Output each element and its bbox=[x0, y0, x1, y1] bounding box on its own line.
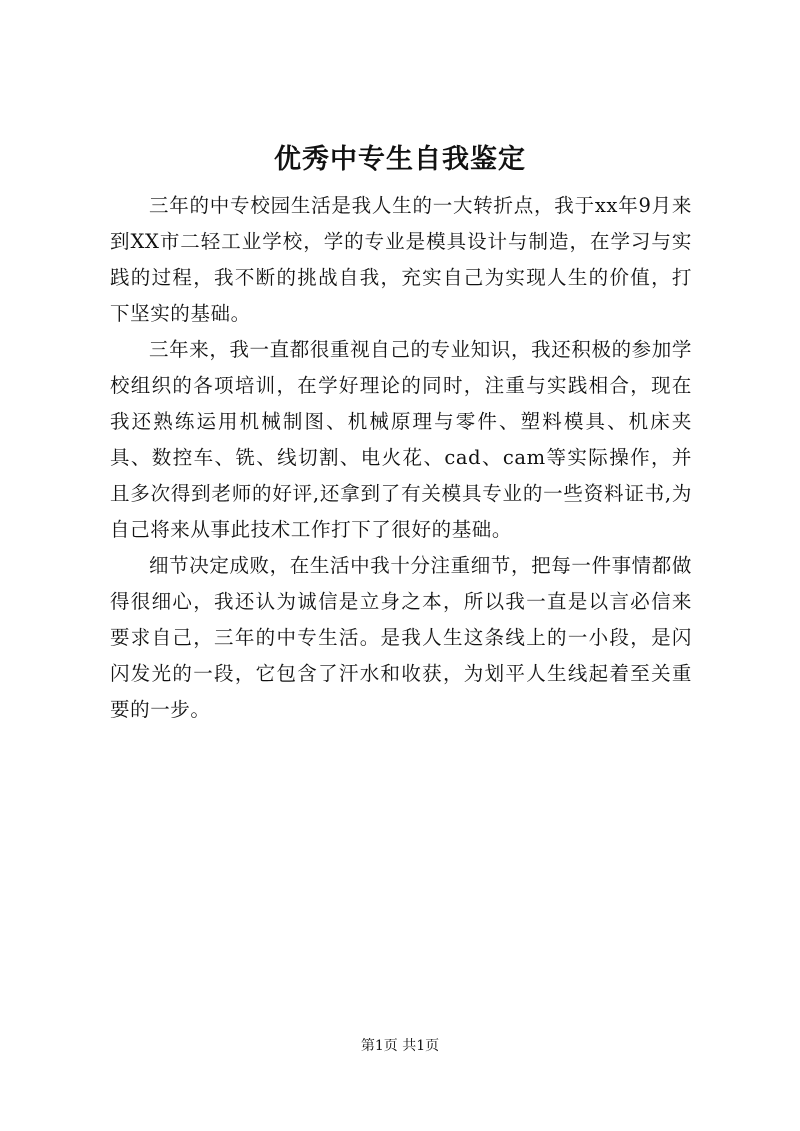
document-body bbox=[110, 188, 692, 728]
paragraph-3: 细节决定成败，在生活中我十分注重细节，把每一件事情都做得很细心，我还认为诚信是立身之本，所以我一直是以言必信来要求自己，三年的中专生活。是我人生这条线上的一小段，是闪闪发光的一段，它包含了汗水和收获，为划平人生线起着至关重要的一步。 bbox=[110, 554, 692, 721]
paragraph-2: 三年来，我一直都很重视自己的专业知识，我还积极的参加学校组织的各项培训，在学好理论的同时，注重与实践相合，现在我还熟练运用机械制图、机械原理与零件、塑料模具、机床夹具、数控车、铣、线切割、电火花、cad、cam等实际操作，并且多次得到老师的好评,还拿到了有关模具专业的一些资料证书,为自己将来从事此技术工作打下了很好的基础。 bbox=[110, 338, 692, 541]
document-title: 优秀中专生自我鉴定 bbox=[274, 144, 526, 175]
page-footer: 第1页 共1页 bbox=[360, 1038, 440, 1054]
paragraph-1: 三年的中专校园生活是我人生的一大转折点，我于xx年9月来到XX市二轻工业学校，学的专业是模具设计与制造，在学习与实践的过程，我不断的挑战自我，充实自己为实现人生的价值，打下坚实的基础。 bbox=[110, 194, 692, 325]
